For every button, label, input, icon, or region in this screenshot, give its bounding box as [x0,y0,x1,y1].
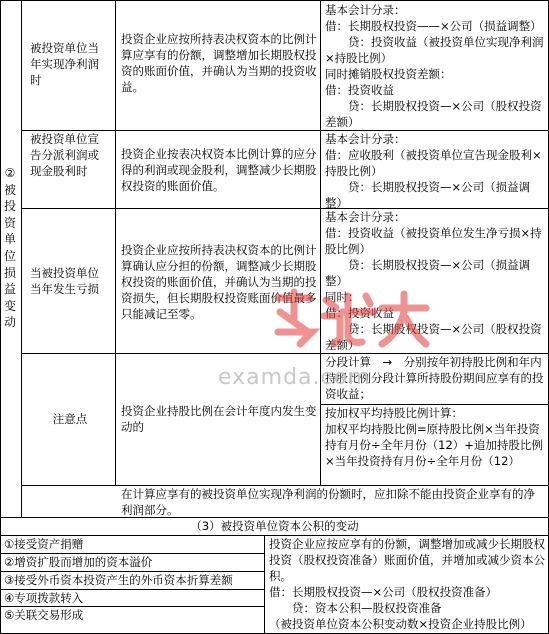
section3-item-5: ⑤关联交易形成 [4,608,84,622]
entry-notes-segment: 分段计算 → 分别按年初持股比例和年内持股比例分段计算所持股份期间应享有的投资收益； [325,355,544,401]
vline-sec3 [264,535,265,634]
vline-1 [21,0,22,517]
event-dividend: 被投资单位宣告分派利润或现金股利时 [30,132,99,178]
entry-loss: 基本会计分录： 借：投资收益（被投资单位发生净亏损×持股比例） 贷：长期股权投资—×公司（损益调整） 同时： 借：投资收益 贷：长期股权投资—×公司（股权投资差额） [325,210,542,352]
desc-net-profit: 投资企业应按所持表决权资本的比例计算应享有的份额，调整增加长期股权投资的账面价值，并确认为当期的投资收益。 [121,32,317,94]
vline-3 [320,0,321,485]
entry-net-profit: 基本会计分录： 借：长期股权投资——×公司（损益调整） 贷：投资收益（被投资单位实现净利润×持股比例） 同时摊销股权投资差额： 借：投资收益 贷：长期股权投资—×公司（股权投资差额） [325,3,544,129]
note-row: 在计算应享有的被投资单位实现净利润的份额时，应扣除不能由投资企业享有的净利润部分。 [121,487,535,517]
desc-loss: 投资企业应按所持表决权资本的比例计算确认应分担的份额，调整减少长期股权投资的账面价值，并确认为当期的投资损失，但长期股权投资账面价值最多只能减记至零。 [121,243,317,321]
section3-right: 投资企业应按应享有的份额，调整增加或减少长期股权投资（股权投资准备）账面价值，并增加或减少资本公积。 借：长期股权投资—×公司（股权投资准备） 贷：资本公积—股权投资准备 （被投资单位资本公积变动数×投资企业持股比例） [269,537,545,631]
watermark-text: examda.com [218,365,371,390]
desc-dividend: 投资企业按表决权资本比例计算的应分得的利润或现金股利，调整减少长期股权投资的账面价值。 [121,147,317,193]
section3-title: （3）被投资单位资本公积的变动 [190,519,359,533]
side-label: ②被投资单位损益变动 [3,166,16,330]
section3-item-3: ③接受外币资本投资产生的外币资本折算差额 [4,573,233,587]
entry-notes-weighted: 按加权平均持股比例计算： 加权平均持股比例=原持股比例×当年投资持有月份÷全年月份（12）+追加持股比例×当年投资持有月份÷全年月份（12） [325,406,543,468]
event-loss: 当被投资单位当年发生亏损 [30,266,99,296]
section3-item-2: ②增资扩股而增加的资本溢价 [4,555,153,569]
entry-dividend: 基本会计分录： 借：应收股利（被投资单位宣告现金股利×持股比例） 贷：长期股权投资—×公司（损益调整） [325,132,542,210]
desc-notes: 投资企业持股比例在会计年度内发生变动的 [121,404,317,434]
event-notes: 注意点 [52,412,88,426]
event-net-profit: 被投资单位当年实现净利润时 [30,41,99,87]
border-top [0,0,549,1]
section3-item-1: ①接受资产捐赠 [4,537,84,551]
vline-2 [115,0,116,485]
watermark-logo [270,288,430,348]
section3-item-4: ④专项拨款转入 [4,591,84,605]
